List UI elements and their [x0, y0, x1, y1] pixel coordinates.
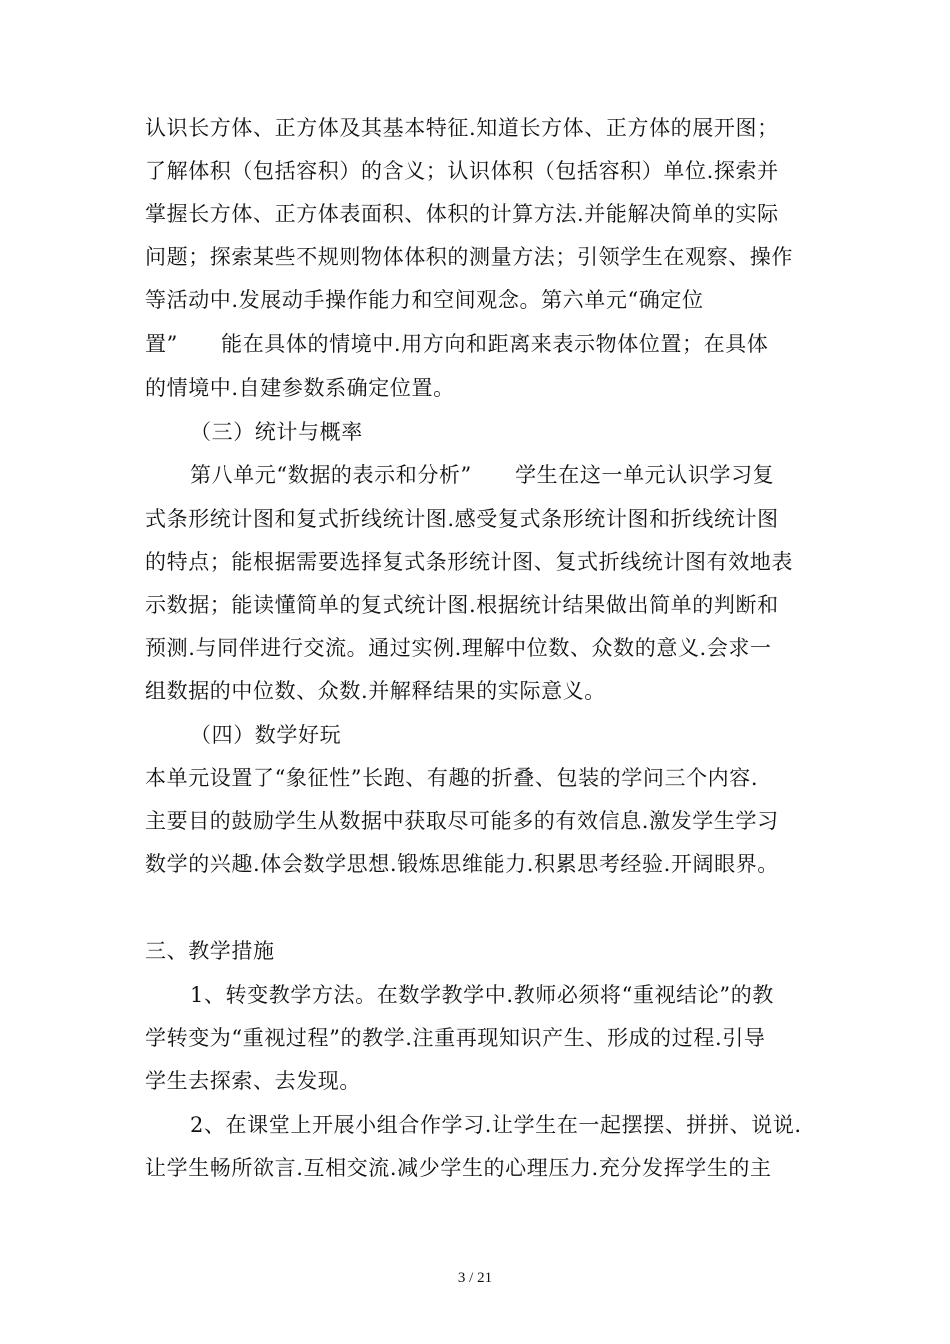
body-text-line: 1、转变教学方法。在数学教学中.教师必须将“重视结论”的教: [190, 983, 774, 1007]
body-text-line: 本单元设置了“象征性”长跑、有趣的折叠、包装的学问三个内容.: [145, 766, 759, 790]
body-text-line: 的情境中.自建参数系确定位置。: [145, 376, 455, 400]
body-text-line: 第八单元“数据的表示和分析” 学生在这一单元认识学习复: [190, 463, 775, 487]
body-text-line: 组数据的中位数、众数.并解释结果的实际意义。: [145, 679, 606, 703]
body-text-line: 问题；探索某些不规则物体体积的测量方法；引领学生在观察、操作: [145, 245, 793, 269]
section-heading-math-fun: （四）数学好玩: [190, 723, 342, 747]
body-text-line: 主要目的鼓励学生从数据中获取尽可能多的有效信息.激发学生学习: [145, 809, 779, 833]
body-text-line: 学生去探索、去发现。: [145, 1069, 361, 1093]
body-text-line: 了解体积（包括容积）的含义；认识体积（包括容积）单位.探索并: [145, 159, 779, 183]
body-text-line: 的特点；能根据需要选择复式条形统计图、复式折线统计图有效地表: [145, 550, 793, 574]
body-text-line: 等活动中.发展动手操作能力和空间观念。第六单元“确定位: [145, 288, 704, 312]
body-text-line: 示数据；能读懂简单的复式统计图.根据统计结果做出简单的判断和: [145, 593, 779, 617]
body-text-line: 置” 能在具体的情境中.用方向和距离来表示物体位置；在具体: [145, 332, 769, 356]
body-text-line: 数学的兴趣.体会数学思想.锻炼思维能力.积累思考经验.开阔眼界。: [145, 852, 779, 876]
body-text-line: 让学生畅所欲言.互相交流.减少学生的心理压力.充分发挥学生的主: [145, 1156, 772, 1180]
body-text-line: 掌握长方体、正方体表面积、体积的计算方法.并能解决简单的实际: [145, 202, 779, 226]
body-text-line: 预测.与同伴进行交流。通过实例.理解中位数、众数的意义.会求一: [145, 636, 772, 660]
body-text-line: 式条形统计图和复式折线统计图.感受复式条形统计图和折线统计图: [145, 507, 779, 531]
section-heading-statistics: （三）统计与概率: [190, 420, 363, 444]
body-text-line: 认识长方体、正方体及其基本特征.知道长方体、正方体的展开图；: [145, 116, 779, 140]
section-heading-teaching-measures: 三、教学措施: [145, 939, 275, 963]
page-number: 3 / 21: [457, 1270, 493, 1286]
body-text-line: 学转变为“重视过程”的教学.注重再现知识产生、形成的过程.引导: [145, 1026, 766, 1050]
body-text-line: 2、在课堂上开展小组合作学习.让学生在一起摆摆、拼拼、说说.: [190, 1113, 802, 1137]
